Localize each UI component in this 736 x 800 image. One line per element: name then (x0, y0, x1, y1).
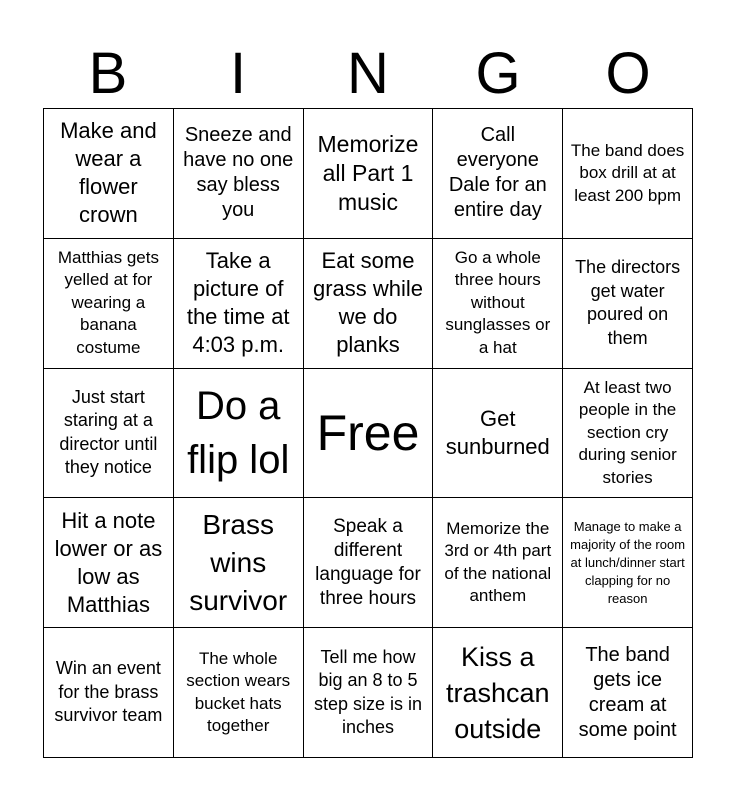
bingo-cell-g5[interactable] (433, 628, 563, 758)
bingo-cell-n4[interactable] (304, 498, 434, 628)
bingo-cell-g4[interactable] (433, 498, 563, 628)
cell-text: Hit a note lower or as low as Matthias (54, 507, 163, 617)
bingo-cell-o3[interactable] (563, 369, 693, 499)
cell-text: The band gets ice cream at some point (578, 643, 677, 741)
cell-text: Matthias gets yelled at for wearing a banana costume (57, 247, 159, 357)
cell-text: Take a picture of the time at 4:03 p.m. (186, 248, 290, 358)
bingo-cell-n5[interactable] (304, 628, 434, 758)
cell-text: At least two people in the section cry during senior stories (578, 377, 677, 487)
bingo-cell-i3[interactable] (174, 369, 304, 499)
bingo-cell-i5[interactable] (174, 628, 304, 758)
bingo-cell-b4[interactable] (44, 498, 174, 628)
bingo-cell-b2[interactable] (44, 239, 174, 369)
bingo-header (43, 42, 693, 106)
cell-text: The band does box drill at at least 200 bpm (570, 140, 685, 205)
header-letter-n: N (347, 41, 389, 106)
cell-text: Make and wear a flower crown (60, 118, 157, 228)
cell-text: Get sunburned (445, 405, 550, 459)
cell-text: Just start staring at a director until they notice (59, 386, 158, 478)
bingo-cell-n2[interactable] (304, 239, 434, 369)
cell-text: Win an event for the brass survivor team (54, 658, 163, 726)
cell-text: Speak a different language for three hours (315, 515, 421, 609)
bingo-cell-g2[interactable] (433, 239, 563, 369)
cell-text: Call everyone Dale for an entire day (448, 124, 547, 222)
header-letter-b: B (88, 41, 128, 106)
bingo-cell-o4[interactable] (563, 498, 693, 628)
bingo-cell-g3[interactable] (433, 369, 563, 499)
bingo-cell-o2[interactable] (563, 239, 693, 369)
bingo-cell-g1[interactable] (433, 109, 563, 239)
free-space-text: Free (316, 404, 420, 461)
bingo-cell-n3-free[interactable] (304, 369, 434, 499)
cell-text: The whole section wears bucket hats together (186, 648, 291, 736)
cell-text: Memorize the 3rd or 4th part of the national anthem (444, 518, 552, 606)
cell-text: Sneeze and have no one say bless you (183, 124, 294, 222)
bingo-cell-i4[interactable] (174, 498, 304, 628)
header-letter-o: O (605, 41, 651, 106)
bingo-cell-b1[interactable] (44, 109, 174, 239)
cell-text: Memorize all Part 1 music (317, 130, 419, 215)
bingo-cell-i2[interactable] (174, 239, 304, 369)
bingo-cell-b3[interactable] (44, 369, 174, 499)
header-letter-g: G (475, 41, 521, 106)
bingo-cell-b5[interactable] (44, 628, 174, 758)
bingo-cell-n1[interactable] (304, 109, 434, 239)
bingo-cell-o1[interactable] (563, 109, 693, 239)
cell-text: The directors get water poured on them (575, 257, 681, 348)
cell-text: Manage to make a majority of the room at lunch/dinner start clapping for no reason (570, 518, 686, 606)
cell-text: Eat some grass while we do planks (312, 248, 424, 358)
cell-text: Go a whole three hours without sunglasses or a hat (445, 247, 551, 357)
bingo-cell-i1[interactable] (174, 109, 304, 239)
bingo-card (43, 108, 693, 758)
cell-text: Kiss a trashcan outside (446, 641, 550, 744)
bingo-cell-o5[interactable] (563, 628, 693, 758)
cell-text: Do a flip lol (187, 383, 290, 482)
header-letter-i: I (229, 41, 247, 106)
cell-text: Brass wins survivor (189, 508, 288, 616)
cell-text: Tell me how big an 8 to 5 step size is in inches (313, 646, 423, 738)
